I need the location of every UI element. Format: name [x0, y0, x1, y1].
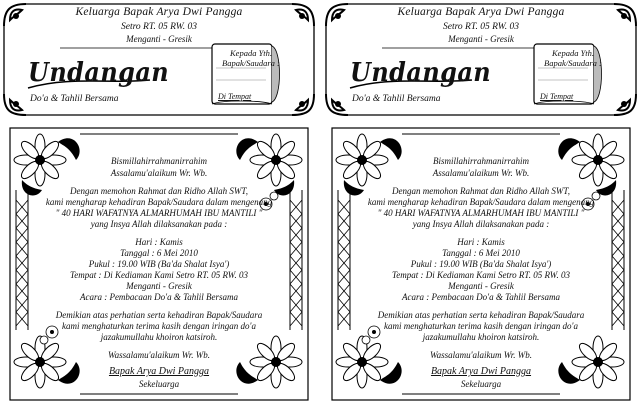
- event-day: Hari : Kamis: [457, 237, 505, 247]
- event-venue-city: Menganti - Gresik: [448, 281, 514, 291]
- paragraph-line-1: Dengan memohon Rahmat dan Ridho Allah SWT,: [392, 186, 570, 196]
- paragraph-line-2: kami mengharap kehadiran Bapak/Saudara dalam mengenang: [367, 197, 595, 207]
- recipient-label: [544, 48, 602, 68]
- recipient-to: Kepada Yth.: [230, 48, 273, 58]
- invitation-title: Undangan: [28, 58, 170, 88]
- signer-role: Sekeluarga: [138, 379, 180, 389]
- invitation-subtitle: Do'a & Tahlil Bersama: [30, 94, 119, 104]
- header-city: Menganti - Gresik: [126, 34, 192, 44]
- event-time: Pukul : 19.00 WIB (Ba'da Shalat Isya'): [410, 259, 552, 269]
- signer-role: Sekeluarga: [460, 379, 502, 389]
- invitation-card-right: [322, 0, 640, 404]
- event-venue: Tempat : Di Kediaman Kami Setro RT. 05 RW. 03: [392, 270, 570, 280]
- event-day: Hari : Kamis: [135, 237, 183, 247]
- farewell: Wassalamu'alaikum Wr. Wb.: [429, 350, 533, 360]
- greeting: Assalamu'alaikum Wr. Wb.: [110, 168, 208, 178]
- event-name: " 40 HARI WAFATNYA ALMARHUMAH IBU MANTILI ": [377, 208, 585, 218]
- event-name: " 40 HARI WAFATNYA ALMARHUMAH IBU MANTILI ": [55, 208, 263, 218]
- event-venue: Tempat : Di Kediaman Kami Setro RT. 05 RW. 03: [70, 270, 248, 280]
- closing-line-3: jazakumullahu khoiron katsiroh.: [422, 332, 540, 342]
- closing-line-1: Demikian atas perhatian serta kehadiran Bapak/Saudara: [55, 310, 263, 320]
- event-time: Pukul : 19.00 WIB (Ba'da Shalat Isya'): [88, 259, 230, 269]
- closing-line-2: kami menghaturkan terima kasih dengan iringan do'a: [384, 321, 578, 331]
- invitation-subtitle: Do'a & Tahlil Bersama: [352, 94, 441, 104]
- paragraph-line-3: yang Insya Allah dilaksanakan pada :: [90, 219, 228, 229]
- farewell: Wassalamu'alaikum Wr. Wb.: [107, 350, 211, 360]
- recipient-who: Bapak/Saudara :: [222, 58, 280, 68]
- opening-basmala: Bismillahirrahmanirrahim: [432, 156, 529, 166]
- opening-basmala: Bismillahirrahmanirrahim: [110, 156, 207, 166]
- header-address: Setro RT. 05 RW. 03: [442, 22, 519, 32]
- recipient-who: Bapak/Saudara :: [544, 58, 602, 68]
- paragraph-line-2: kami mengharap kehadiran Bapak/Saudara dalam mengenang: [45, 197, 273, 207]
- header-city: Menganti - Gresik: [448, 34, 514, 44]
- event-agenda: Acara : Pembacaan Do'a & Tahlil Bersama: [401, 292, 561, 302]
- paragraph-line-1: Dengan memohon Rahmat dan Ridho Allah SWT,: [70, 186, 248, 196]
- header-family-name: Keluarga Bapak Arya Dwi Pangga: [397, 6, 565, 18]
- event-date: Tanggal : 6 Mei 2010: [442, 248, 520, 258]
- greeting: Assalamu'alaikum Wr. Wb.: [432, 168, 530, 178]
- paragraph-line-3: yang Insya Allah dilaksanakan pada :: [412, 219, 550, 229]
- closing-line-2: kami menghaturkan terima kasih dengan iringan do'a: [62, 321, 256, 331]
- recipient-label: [222, 48, 280, 68]
- recipient-place: Di Tempat: [218, 92, 252, 101]
- signer-name: Bapak Arya Dwi Pangga: [430, 366, 532, 377]
- header-family-name: Keluarga Bapak Arya Dwi Pangga: [75, 6, 243, 18]
- invitation-card-left: [0, 0, 318, 404]
- signer-name: Bapak Arya Dwi Pangga: [108, 366, 210, 377]
- invitation-title: Undangan: [350, 58, 492, 88]
- closing-line-3: jazakumullahu khoiron katsiroh.: [100, 332, 218, 342]
- event-venue-city: Menganti - Gresik: [126, 281, 192, 291]
- recipient-to: Kepada Yth.: [552, 48, 595, 58]
- closing-line-1: Demikian atas perhatian serta kehadiran Bapak/Saudara: [377, 310, 585, 320]
- header-address: Setro RT. 05 RW. 03: [120, 22, 197, 32]
- event-date: Tanggal : 6 Mei 2010: [120, 248, 198, 258]
- event-agenda: Acara : Pembacaan Do'a & Tahlil Bersama: [79, 292, 239, 302]
- recipient-place: Di Tempat: [540, 92, 574, 101]
